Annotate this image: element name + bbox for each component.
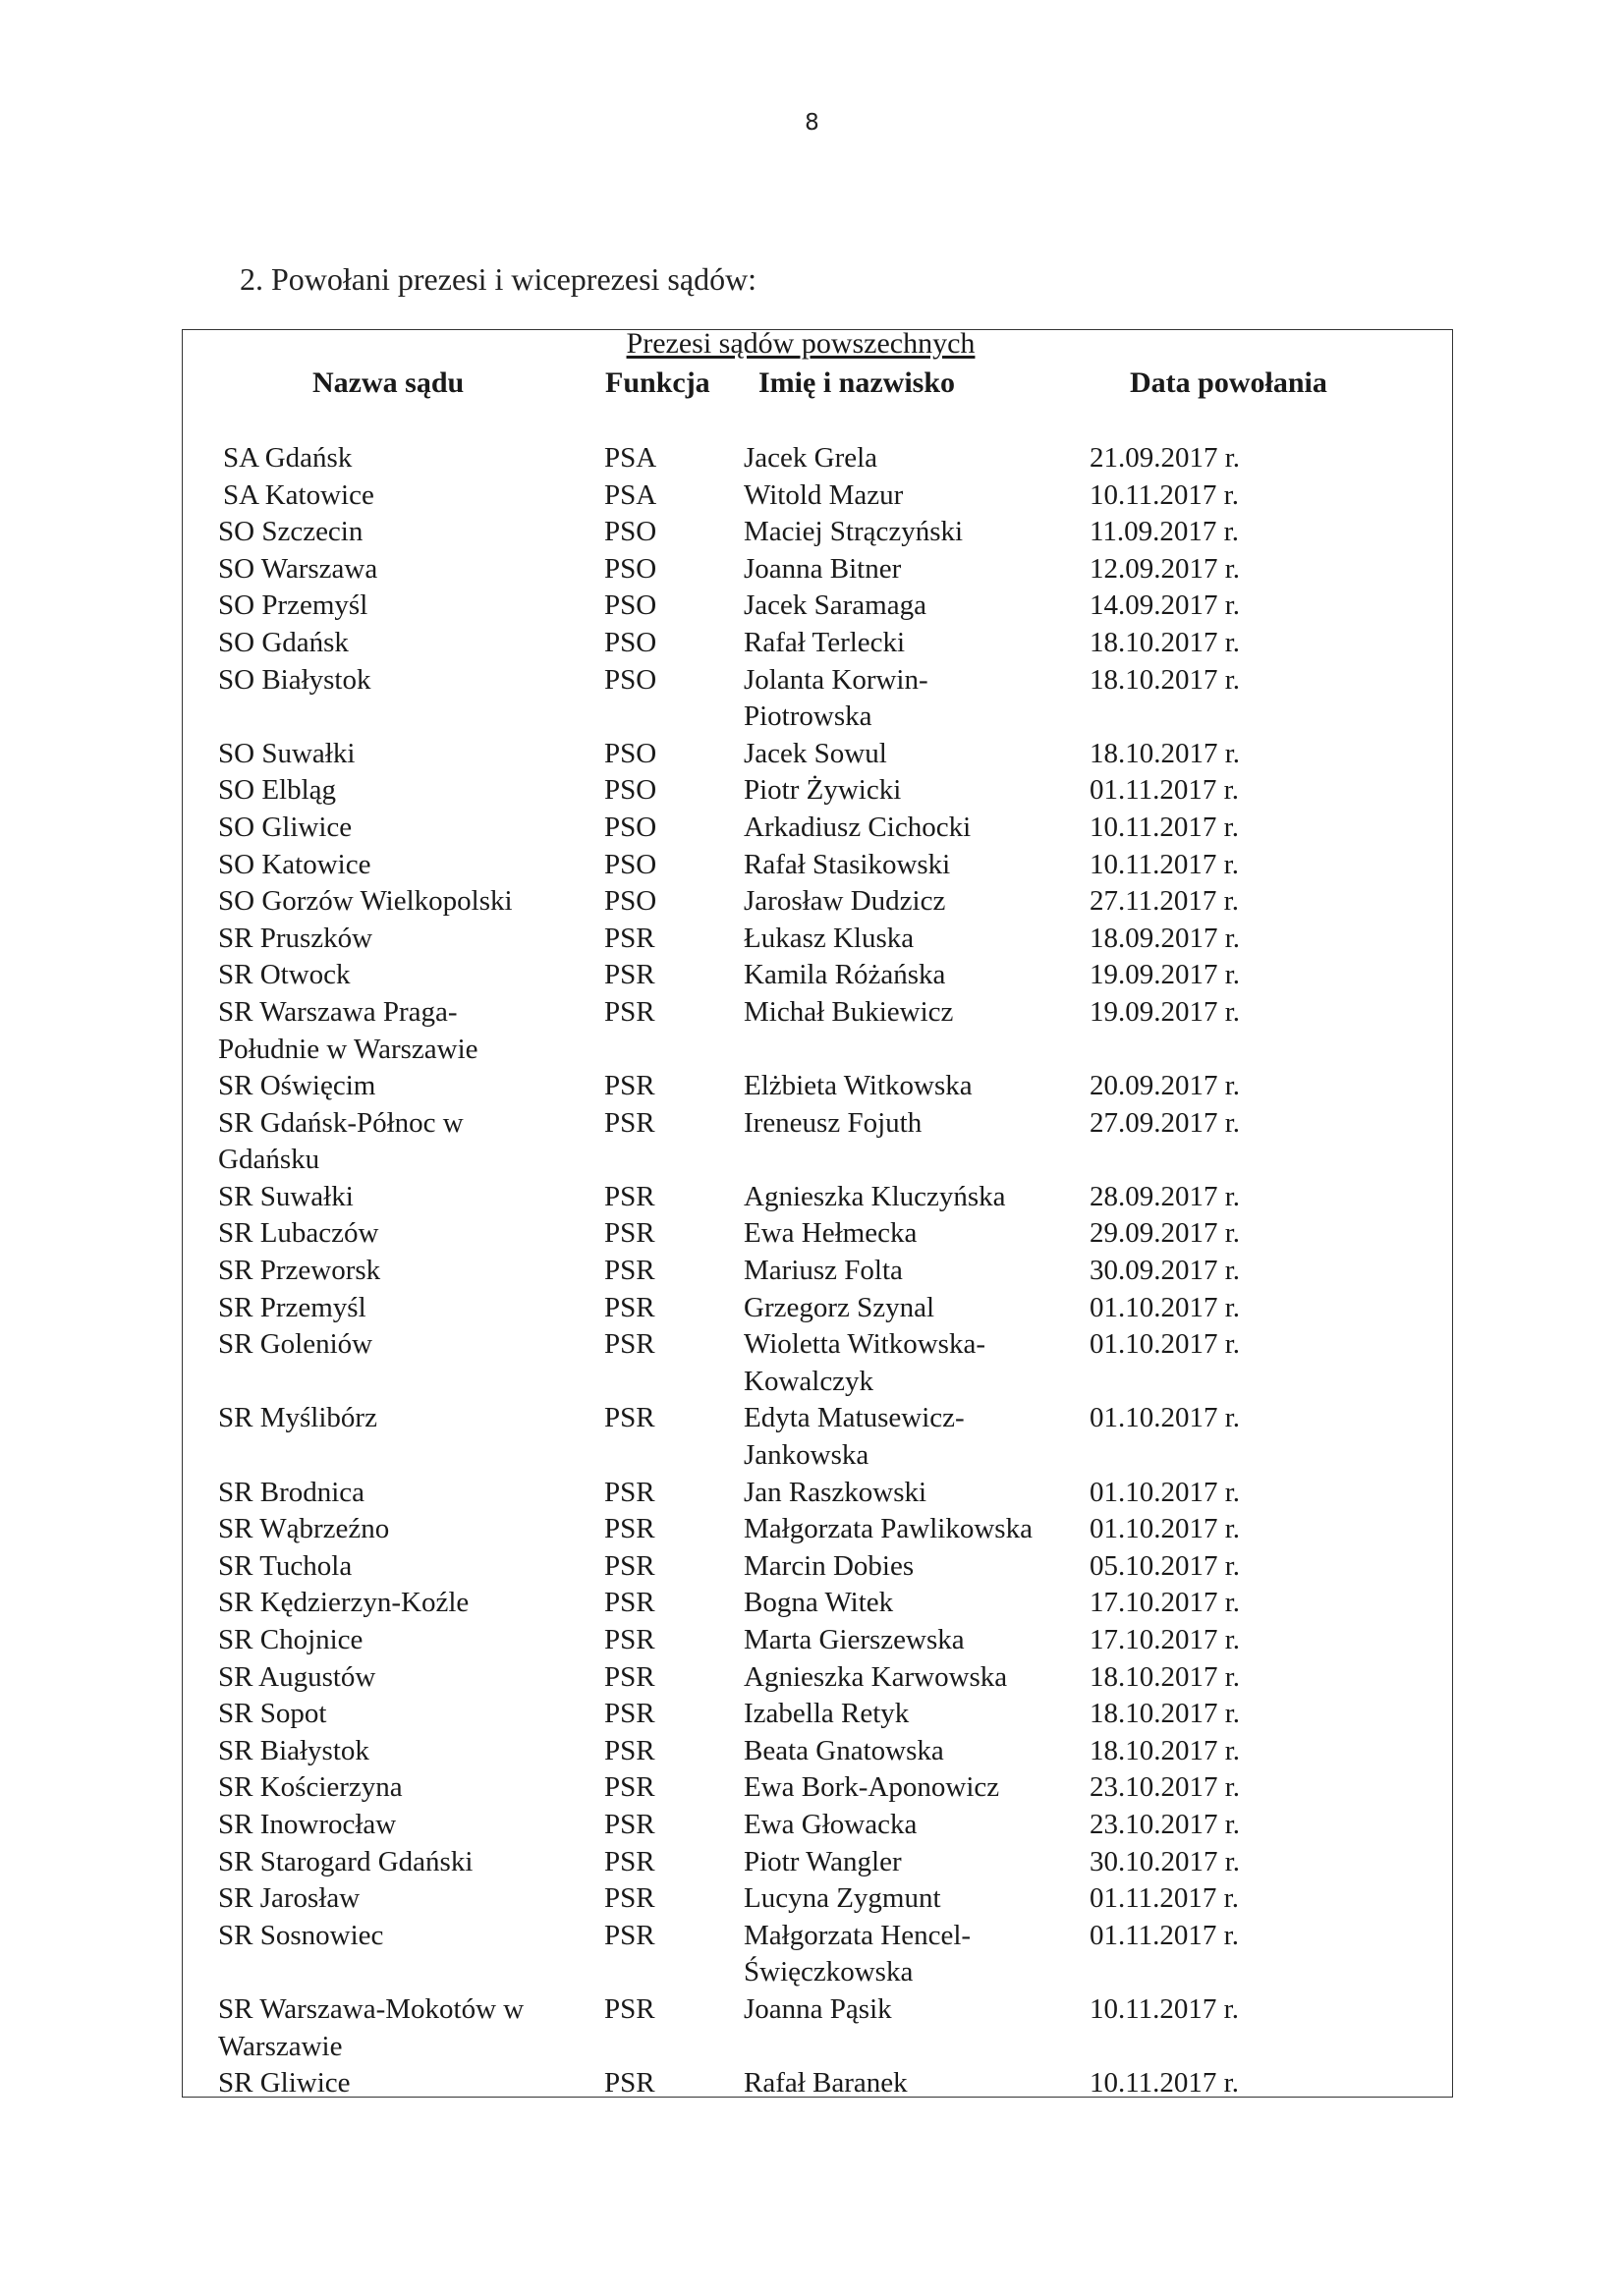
- cell-person-name: Joanna Pąsik: [744, 1992, 892, 2025]
- cell-person-name: Rafał Stasikowski: [744, 848, 951, 880]
- cell-appointment-date: 23.10.2017 r.: [1090, 1771, 1241, 1804]
- cell-appointment-date: 19.09.2017 r.: [1090, 995, 1241, 1028]
- table-row: [0, 1290, 1624, 1327]
- cell-function: PSR: [604, 1513, 655, 1545]
- cell-appointment-date: 17.10.2017 r.: [1090, 1587, 1241, 1619]
- cell-person-name: Ireneusz Fojuth: [744, 1106, 923, 1139]
- cell-function: PSR: [604, 1882, 655, 1915]
- cell-appointment-date: 29.09.2017 r.: [1090, 1217, 1241, 1250]
- table-row: [0, 994, 1624, 1068]
- table-row: [0, 1179, 1624, 1216]
- cell-appointment-date: 23.10.2017 r.: [1090, 1808, 1241, 1840]
- table-body: [0, 440, 1624, 2102]
- table-row: [0, 1215, 1624, 1253]
- cell-function: PSR: [604, 1624, 655, 1655]
- cell-person-name: Arkadiusz Cichocki: [744, 811, 972, 843]
- cell-appointment-date: 01.11.2017 r.: [1090, 774, 1239, 807]
- cell-function: PSR: [604, 995, 655, 1028]
- cell-person-name: Agnieszka Karwowska: [744, 1660, 1008, 1693]
- cell-person-name: Łukasz Kluska: [744, 922, 915, 954]
- cell-function: PSR: [604, 959, 655, 991]
- table-row: [0, 1769, 1624, 1807]
- table-row: [0, 1696, 1624, 1733]
- table-row: [0, 772, 1624, 810]
- cell-function: PSR: [604, 1992, 655, 2025]
- cell-appointment-date: 18.10.2017 r.: [1090, 663, 1241, 696]
- table-row: [0, 847, 1624, 884]
- table-row: [0, 921, 1624, 958]
- cell-person-name: Jacek Grela: [744, 442, 878, 474]
- cell-person-name: Rafał Terlecki: [744, 626, 906, 658]
- table-row: [0, 1807, 1624, 1844]
- table-row: [0, 1918, 1624, 1991]
- cell-person-name: Jacek Saramaga: [744, 589, 926, 622]
- cell-court-name: SO Warszawa: [218, 552, 378, 585]
- cell-court-name: SR Lubaczów: [218, 1217, 379, 1250]
- table-row: [0, 1991, 1624, 2065]
- cell-court-name: SO Białystok: [218, 663, 371, 696]
- cell-appointment-date: 01.10.2017 r.: [1090, 1513, 1241, 1545]
- section-heading: 2. Powołani prezesi i wiceprezesi sądów:: [240, 261, 757, 297]
- cell-court-name: SR Gdańsk-Północ w Gdańsku: [218, 1106, 464, 1176]
- cell-appointment-date: 01.10.2017 r.: [1090, 1476, 1241, 1508]
- cell-person-name: Piotr Żywicki: [744, 774, 902, 807]
- table-row: [0, 1475, 1624, 1512]
- cell-person-name: Ewa Bork-Aponowicz: [744, 1771, 1000, 1804]
- cell-appointment-date: 18.10.2017 r.: [1090, 1698, 1241, 1730]
- cell-court-name: SR Brodnica: [218, 1476, 365, 1508]
- cell-function: PSA: [604, 442, 657, 474]
- cell-function: PSO: [604, 626, 657, 658]
- table-row: [0, 625, 1624, 662]
- cell-function: PSO: [604, 885, 657, 918]
- cell-court-name: SR Warszawa Praga- Południe w Warszawie: [218, 995, 478, 1065]
- cell-court-name: SR Jarosław: [218, 1882, 361, 1915]
- table-row: [0, 1844, 1624, 1881]
- cell-appointment-date: 01.11.2017 r.: [1090, 1882, 1239, 1915]
- cell-function: PSR: [604, 1070, 655, 1102]
- table-row: [0, 1253, 1624, 1290]
- cell-court-name: SA Gdańsk: [223, 442, 353, 474]
- cell-appointment-date: 19.09.2017 r.: [1090, 959, 1241, 991]
- cell-function: PSO: [604, 737, 657, 769]
- cell-function: PSR: [604, 1698, 655, 1730]
- table-row: [0, 810, 1624, 847]
- cell-court-name: SO Przemyśl: [218, 589, 368, 622]
- cell-function: PSR: [604, 1587, 655, 1619]
- table-row: [0, 1400, 1624, 1474]
- cell-court-name: SO Szczecin: [218, 516, 364, 548]
- cell-person-name: Ewa Hełmecka: [744, 1217, 918, 1250]
- cell-court-name: SO Gdańsk: [218, 626, 349, 658]
- cell-function: PSO: [604, 811, 657, 843]
- cell-appointment-date: 14.09.2017 r.: [1090, 589, 1241, 622]
- cell-court-name: SR Warszawa-Mokotów w Warszawie: [218, 1992, 525, 2062]
- cell-court-name: SR Kędzierzyn-Koźle: [218, 1587, 470, 1619]
- cell-function: PSR: [604, 1180, 655, 1212]
- cell-court-name: SO Katowice: [218, 848, 371, 880]
- cell-function: PSO: [604, 663, 657, 696]
- cell-appointment-date: 11.09.2017 r.: [1090, 516, 1239, 548]
- table-row: [0, 1068, 1624, 1105]
- cell-person-name: Jacek Sowul: [744, 737, 887, 769]
- cell-appointment-date: 01.10.2017 r.: [1090, 1402, 1241, 1434]
- cell-court-name: SR Inowrocław: [218, 1808, 397, 1840]
- cell-appointment-date: 21.09.2017 r.: [1090, 442, 1241, 474]
- cell-appointment-date: 10.11.2017 r.: [1090, 2067, 1239, 2100]
- cell-court-name: SR Goleniów: [218, 1328, 373, 1361]
- table-row: [0, 514, 1624, 551]
- cell-court-name: SO Elbląg: [218, 774, 337, 807]
- cell-appointment-date: 10.11.2017 r.: [1090, 478, 1239, 511]
- header-function: Funkcja: [605, 366, 710, 399]
- cell-appointment-date: 27.11.2017 r.: [1090, 885, 1239, 918]
- table-row: [0, 1548, 1624, 1586]
- table-row: [0, 588, 1624, 625]
- cell-appointment-date: 17.10.2017 r.: [1090, 1624, 1241, 1655]
- cell-function: PSR: [604, 2067, 655, 2100]
- cell-person-name: Edyta Matusewicz- Jankowska: [744, 1402, 965, 1472]
- cell-person-name: Witold Mazur: [744, 478, 904, 511]
- table-row: [0, 662, 1624, 736]
- table-row: [0, 1659, 1624, 1697]
- cell-person-name: Joanna Bitner: [744, 552, 902, 585]
- cell-court-name: SA Katowice: [223, 478, 374, 511]
- page-number: 8: [805, 110, 819, 136]
- cell-person-name: Jarosław Dudzicz: [744, 885, 946, 918]
- cell-appointment-date: 05.10.2017 r.: [1090, 1549, 1241, 1582]
- cell-appointment-date: 18.10.2017 r.: [1090, 1660, 1241, 1693]
- cell-function: PSR: [604, 1217, 655, 1250]
- table-row: [0, 1585, 1624, 1622]
- cell-court-name: SR Wąbrzeźno: [218, 1513, 390, 1545]
- cell-court-name: SR Starogard Gdański: [218, 1845, 474, 1877]
- cell-court-name: SR Sopot: [218, 1698, 327, 1730]
- cell-function: PSO: [604, 552, 657, 585]
- cell-function: PSR: [604, 1845, 655, 1877]
- cell-court-name: SR Augustów: [218, 1660, 376, 1693]
- cell-court-name: SR Gliwice: [218, 2067, 351, 2100]
- table-row: [0, 551, 1624, 588]
- cell-court-name: SR Oświęcim: [218, 1070, 376, 1102]
- table-row: [0, 1733, 1624, 1770]
- cell-function: PSR: [604, 1255, 655, 1287]
- cell-appointment-date: 10.11.2017 r.: [1090, 848, 1239, 880]
- cell-function: PSR: [604, 1106, 655, 1139]
- cell-function: PSR: [604, 1291, 655, 1323]
- cell-person-name: Agnieszka Kluczyńska: [744, 1180, 1006, 1212]
- cell-court-name: SR Przeworsk: [218, 1255, 381, 1287]
- cell-person-name: Izabella Retyk: [744, 1698, 910, 1730]
- cell-function: PSO: [604, 516, 657, 548]
- table-row: [0, 883, 1624, 921]
- cell-function: PSR: [604, 1919, 655, 1951]
- cell-court-name: SR Przemyśl: [218, 1291, 366, 1323]
- cell-appointment-date: 01.10.2017 r.: [1090, 1328, 1241, 1361]
- cell-person-name: Grzegorz Szynal: [744, 1291, 935, 1323]
- cell-person-name: Mariusz Folta: [744, 1255, 903, 1287]
- cell-function: PSR: [604, 1476, 655, 1508]
- table-group-title: Prezesi sądów powszechnych: [626, 327, 976, 360]
- cell-court-name: SO Suwałki: [218, 737, 356, 769]
- table-row: [0, 957, 1624, 994]
- cell-appointment-date: 10.11.2017 r.: [1090, 1992, 1239, 2025]
- cell-person-name: Marta Gierszewska: [744, 1624, 965, 1655]
- cell-function: PSO: [604, 848, 657, 880]
- header-appointment-date: Data powołania: [1130, 366, 1327, 399]
- cell-person-name: Jolanta Korwin- Piotrowska: [744, 663, 928, 733]
- cell-appointment-date: 30.09.2017 r.: [1090, 1255, 1241, 1287]
- cell-court-name: SR Chojnice: [218, 1624, 364, 1655]
- cell-person-name: Wioletta Witkowska- Kowalczyk: [744, 1328, 985, 1397]
- cell-appointment-date: 12.09.2017 r.: [1090, 552, 1241, 585]
- cell-person-name: Ewa Głowacka: [744, 1808, 918, 1840]
- cell-person-name: Beata Gnatowska: [744, 1734, 944, 1766]
- table-row: [0, 1880, 1624, 1918]
- cell-appointment-date: 30.10.2017 r.: [1090, 1845, 1241, 1877]
- cell-function: PSO: [604, 589, 657, 622]
- table-row: [0, 477, 1624, 515]
- cell-function: PSR: [604, 1808, 655, 1840]
- cell-function: PSR: [604, 1771, 655, 1804]
- header-court-name: Nazwa sądu: [312, 366, 465, 399]
- cell-function: PSR: [604, 1734, 655, 1766]
- cell-function: PSA: [604, 478, 657, 511]
- cell-person-name: Małgorzata Hencel- Święczkowska: [744, 1919, 972, 1988]
- cell-person-name: Marcin Dobies: [744, 1549, 915, 1582]
- cell-appointment-date: 01.10.2017 r.: [1090, 1291, 1241, 1323]
- cell-person-name: Piotr Wangler: [744, 1845, 902, 1877]
- cell-appointment-date: 18.10.2017 r.: [1090, 737, 1241, 769]
- table-row: [0, 736, 1624, 773]
- cell-person-name: Rafał Baranek: [744, 2067, 908, 2100]
- cell-court-name: SR Tuchola: [218, 1549, 353, 1582]
- cell-court-name: SO Gorzów Wielkopolski: [218, 885, 513, 918]
- cell-court-name: SR Suwałki: [218, 1180, 354, 1212]
- cell-function: PSR: [604, 922, 655, 954]
- cell-function: PSR: [604, 1328, 655, 1361]
- cell-court-name: SR Pruszków: [218, 922, 373, 954]
- cell-court-name: SR Sosnowiec: [218, 1919, 384, 1951]
- cell-appointment-date: 18.09.2017 r.: [1090, 922, 1241, 954]
- table-row: [0, 1622, 1624, 1659]
- cell-function: PSO: [604, 774, 657, 807]
- cell-court-name: SO Gliwice: [218, 811, 353, 843]
- cell-appointment-date: 10.11.2017 r.: [1090, 811, 1239, 843]
- cell-person-name: Kamila Różańska: [744, 959, 946, 991]
- cell-court-name: SR Kościerzyna: [218, 1771, 403, 1804]
- cell-person-name: Jan Raszkowski: [744, 1476, 927, 1508]
- cell-appointment-date: 27.09.2017 r.: [1090, 1106, 1241, 1139]
- header-person-name: Imię i nazwisko: [758, 366, 956, 399]
- table-row: [0, 1326, 1624, 1400]
- table-row: [0, 1511, 1624, 1548]
- cell-court-name: SR Białystok: [218, 1734, 369, 1766]
- table-row: [0, 1105, 1624, 1179]
- cell-function: PSR: [604, 1402, 655, 1434]
- cell-appointment-date: 28.09.2017 r.: [1090, 1180, 1241, 1212]
- cell-function: PSR: [604, 1549, 655, 1582]
- cell-person-name: Małgorzata Pawlikowska: [744, 1513, 1033, 1545]
- cell-person-name: Maciej Strączyński: [744, 516, 964, 548]
- cell-appointment-date: 01.11.2017 r.: [1090, 1919, 1239, 1951]
- cell-function: PSR: [604, 1660, 655, 1693]
- table-row: [0, 440, 1624, 477]
- cell-person-name: Lucyna Zygmunt: [744, 1882, 941, 1915]
- cell-appointment-date: 18.10.2017 r.: [1090, 626, 1241, 658]
- cell-court-name: SR Myślibórz: [218, 1402, 377, 1434]
- cell-appointment-date: 18.10.2017 r.: [1090, 1734, 1241, 1766]
- cell-appointment-date: 20.09.2017 r.: [1090, 1070, 1241, 1102]
- cell-person-name: Michał Bukiewicz: [744, 995, 954, 1028]
- table-row: [0, 2065, 1624, 2102]
- cell-court-name: SR Otwock: [218, 959, 351, 991]
- cell-person-name: Elżbieta Witkowska: [744, 1070, 973, 1102]
- cell-person-name: Bogna Witek: [744, 1587, 894, 1619]
